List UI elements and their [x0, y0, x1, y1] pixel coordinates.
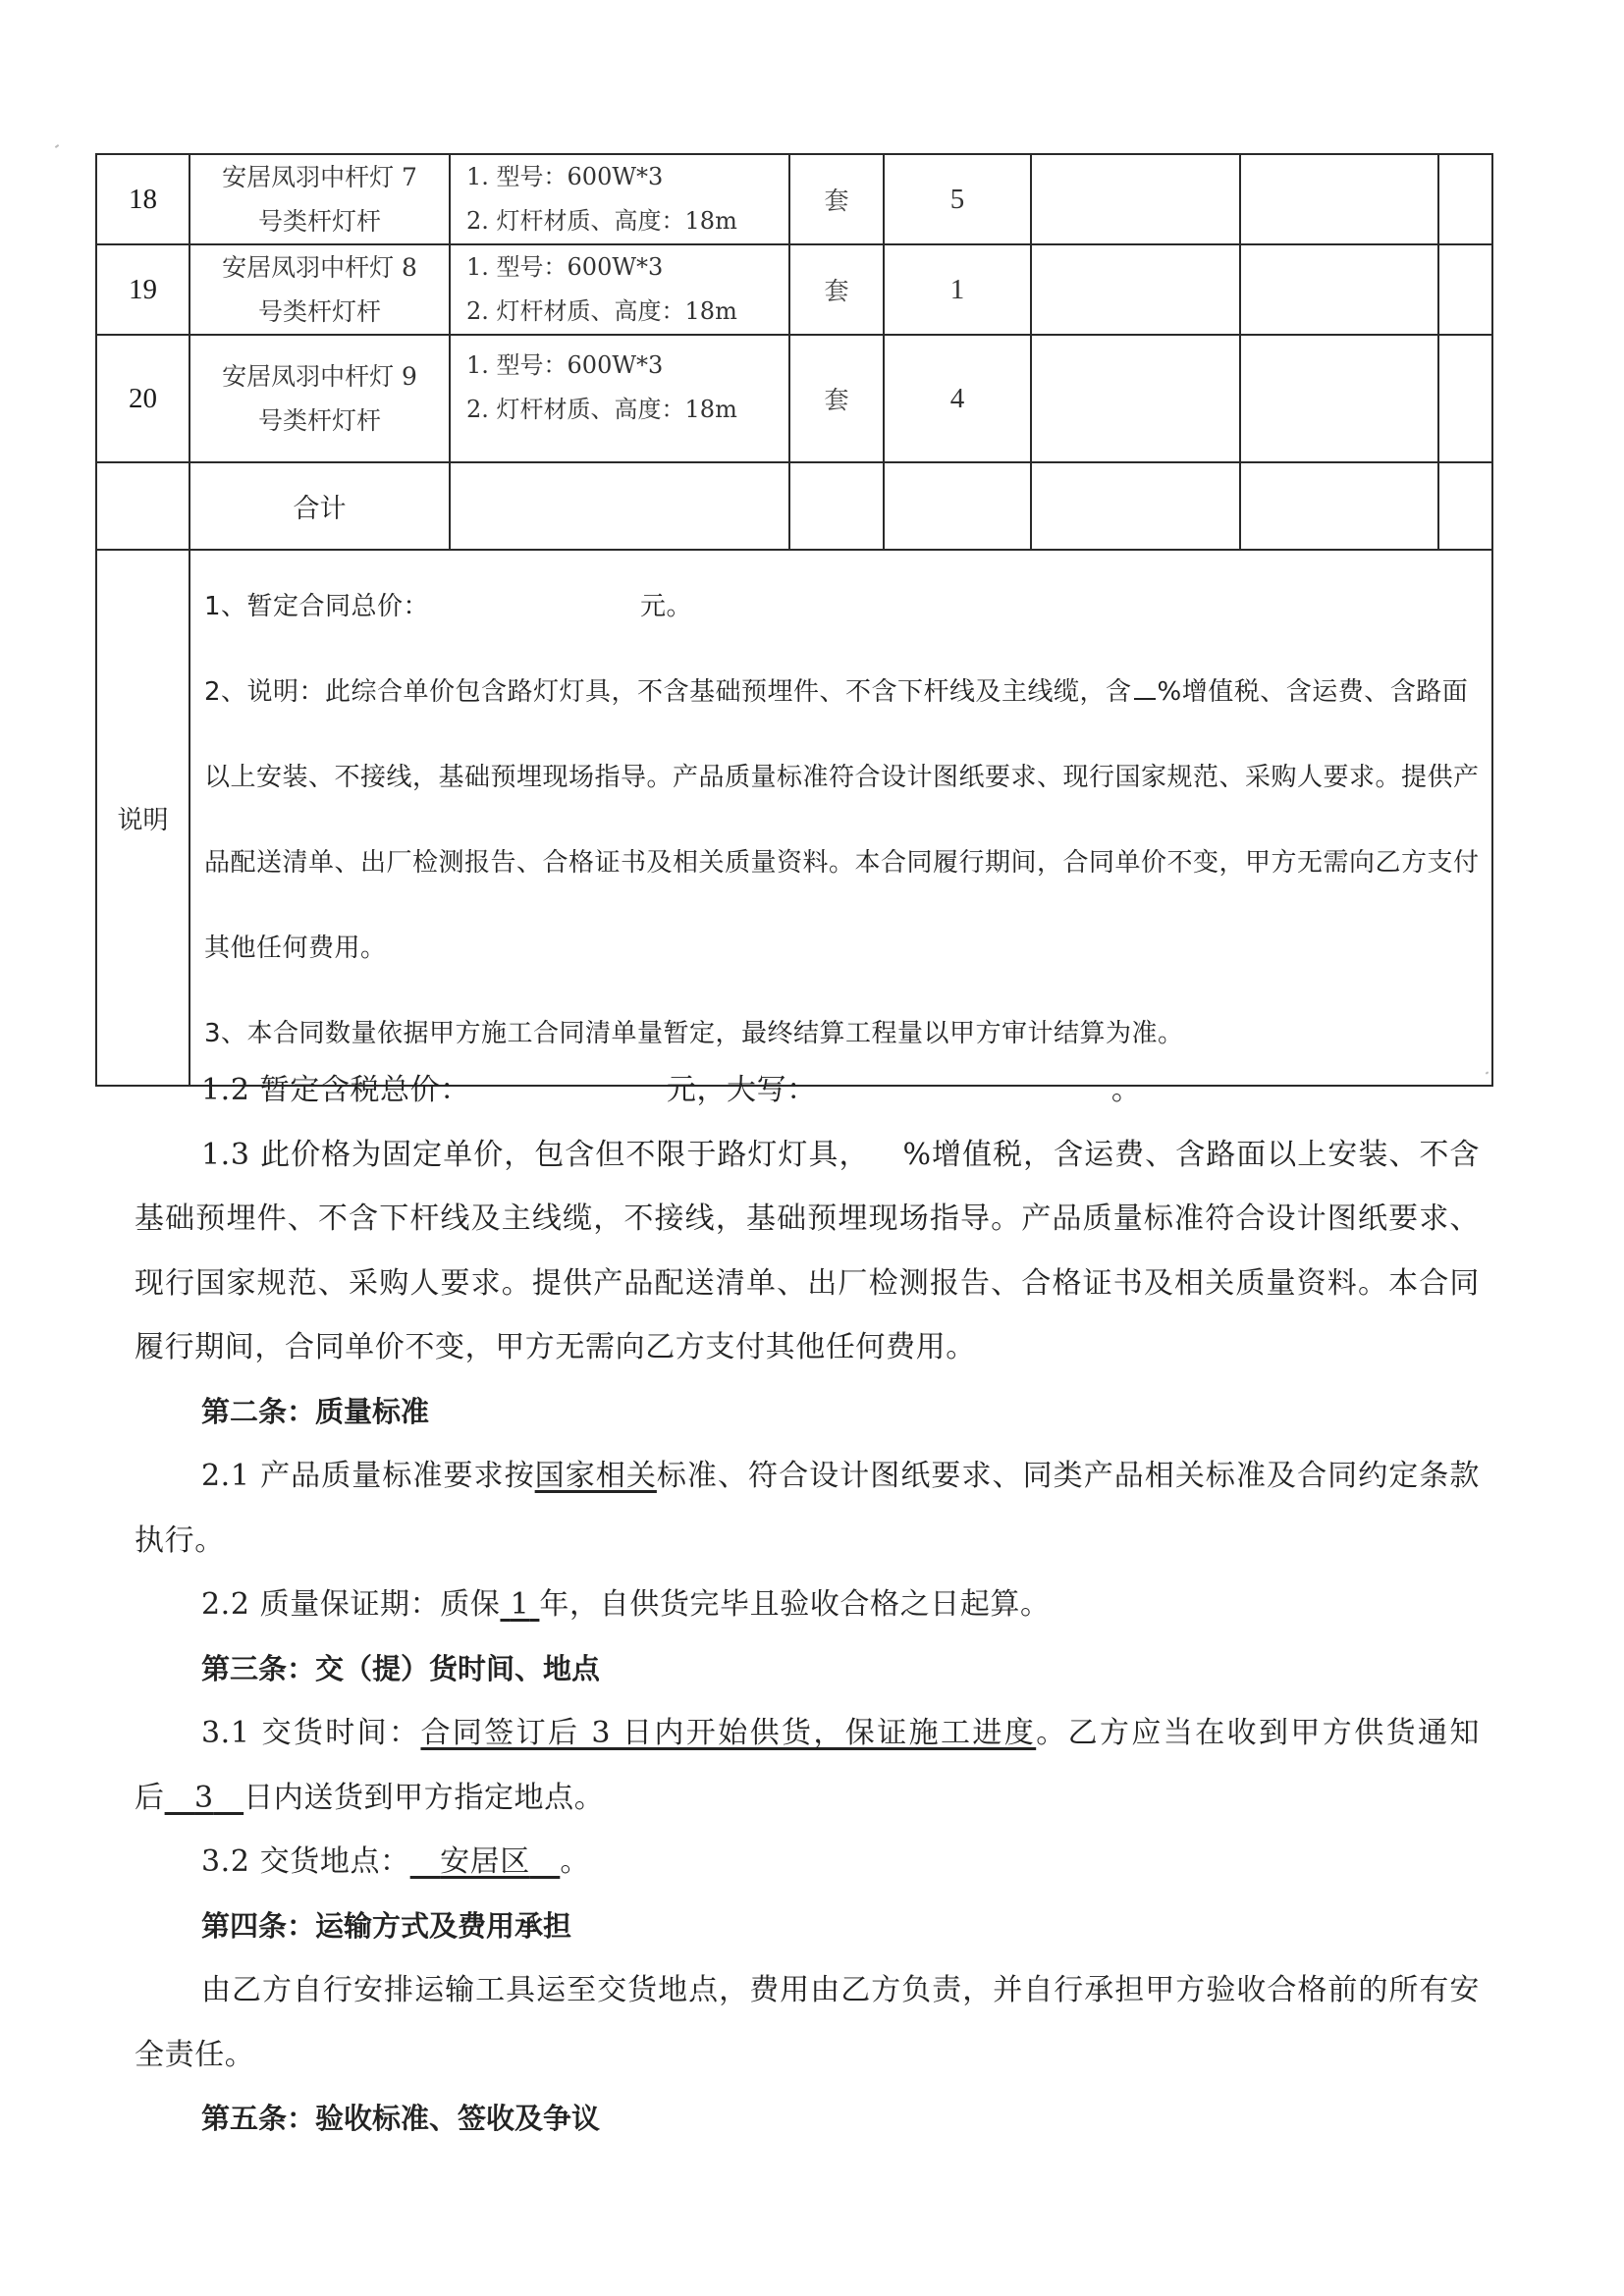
total-spec-cell [450, 462, 789, 550]
item-spec [450, 154, 789, 244]
note-item-2-part2: %增值税、含运费、含路面以上安装、不接线，基础预埋现场指导。产品质量标准符合设计图纸要求、现行国家规范、采购人要求。提供产品配送清单、出厂检测报告、合格证书及相关质量资料。本合同履行期间，合同单价不变，甲方无需向乙方支付其他任何费用。 [204, 677, 1480, 963]
spec-line1: 1. 型号：600W*3 [466, 163, 664, 190]
notes-content [189, 550, 1492, 1086]
clause-1-3-part1: 1.3 此价格为固定单价，包含但不限于路灯灯具， [201, 1137, 870, 1172]
spec-line2: 2. 灯杆材质、高度：18m [466, 207, 737, 235]
spec-line1: 1. 型号：600W*3 [466, 253, 664, 281]
row-number: 20 [96, 335, 189, 462]
clause-1-2-label: 1.2 暂定含税总价： [201, 1073, 470, 1107]
remark-cell [1438, 244, 1492, 335]
clause-3-2-part1: 3.2 交货地点： [201, 1844, 410, 1879]
warranty-years [500, 1587, 539, 1622]
note-item-1 [204, 564, 1491, 650]
item-name-line2: 号类杆灯杆 [257, 406, 381, 435]
unit-price-cell [1031, 154, 1240, 244]
clause-2-1-part1: 2.1 产品质量标准要求按 [201, 1459, 535, 1493]
note-item-1-prefix: 1、暂定合同总价： [204, 592, 430, 621]
spec-line2: 2. 灯杆材质、高度：18m [466, 297, 737, 325]
price-list-table [95, 153, 1493, 1087]
amount-cell [1240, 154, 1438, 244]
clause-3-1 [135, 1701, 1480, 1830]
delivery-days-value: 3 [194, 1780, 214, 1815]
unit-price-cell [1031, 335, 1240, 462]
item-name [189, 154, 450, 244]
item-name-line2: 号类杆灯杆 [257, 297, 381, 326]
article-2-title: 第二条：质量标准 [201, 1394, 430, 1428]
clause-3-1-part1: 3.1 交货时间： [201, 1716, 421, 1750]
clause-1-2-end: 。 [1110, 1073, 1142, 1107]
row-number: 19 [96, 244, 189, 335]
article-4-title: 第四条：运输方式及费用承担 [201, 1908, 572, 1943]
scan-speck [55, 144, 59, 148]
clause-3-2-end: 。 [560, 1844, 590, 1879]
vat-rate-blank [1134, 697, 1156, 700]
clause-3-1-underlined: 合同签订后 3 日内开始供货，保证施工进度 [420, 1716, 1037, 1750]
clause-3-1-part3: 日内送货到甲方指定地点。 [244, 1780, 605, 1815]
notes-label: 说明 [96, 550, 189, 1086]
item-spec [450, 335, 789, 462]
amount-cell [1240, 244, 1438, 335]
table-row [96, 335, 1492, 462]
clause-2-2-part1: 2.2 质量保证期：质保 [201, 1587, 501, 1622]
item-name-line1: 安居凤羽中杆灯 9 [222, 362, 417, 391]
note-item-2-part1: 2、说明：此综合单价包含路灯灯具，不含基础预埋件、不含下杆线及主线缆，含 [204, 677, 1132, 707]
spec-line2: 2. 灯杆材质、高度：18m [466, 396, 737, 423]
item-name-line2: 号类杆灯杆 [257, 207, 381, 236]
clause-1-2 [135, 1058, 1480, 1123]
total-remark-cell [1438, 462, 1492, 550]
clause-3-2 [135, 1830, 1480, 1895]
total-amount-cell [1240, 462, 1438, 550]
total-row [96, 462, 1492, 550]
article-5-title: 第五条：验收标准、签收及争议 [201, 2102, 601, 2135]
item-name [189, 244, 450, 335]
clause-2-1 [135, 1444, 1480, 1573]
item-unit: 套 [789, 154, 884, 244]
clause-1-2-mid: 元，大写： [666, 1073, 817, 1107]
amount-cell [1240, 335, 1438, 462]
contract-body [135, 1058, 1480, 2152]
remark-cell [1438, 154, 1492, 244]
item-quantity: 1 [884, 244, 1031, 335]
total-label: 合计 [189, 462, 450, 550]
unit-price-cell [1031, 244, 1240, 335]
item-unit: 套 [789, 335, 884, 462]
item-name [189, 335, 450, 462]
note-item-2 [204, 650, 1491, 991]
spec-line1: 1. 型号：600W*3 [466, 351, 664, 379]
article-3-title: 第三条：交（提）货时间、地点 [201, 1651, 601, 1685]
remark-cell [1438, 335, 1492, 462]
delivery-place [410, 1844, 561, 1879]
clause-2-1-part2: 标准、符合设计图纸要求、同类产品相关标准及合同约定条款执行。 [135, 1459, 1480, 1558]
delivery-days [165, 1781, 244, 1815]
note-item-1-suffix: 元。 [640, 592, 693, 621]
table-row [96, 154, 1492, 244]
table-row [96, 244, 1492, 335]
notes-row [96, 550, 1492, 1086]
total-unit-cell [789, 462, 884, 550]
note-item-3: 3、本合同数量依据甲方施工合同清单量暂定，最终结算工程量以甲方审计结算为准。 [204, 1019, 1184, 1048]
clause-2-1-underlined: 国家相关 [534, 1459, 657, 1493]
clause-2-2-part2: 年，自供货完毕且验收合格之日起算。 [539, 1587, 1051, 1622]
clause-2-2 [135, 1573, 1480, 1637]
delivery-place-value: 安居区 [440, 1844, 530, 1879]
warranty-years-value: 1 [510, 1587, 530, 1622]
item-quantity: 5 [884, 154, 1031, 244]
total-row-blank [96, 462, 189, 550]
row-number: 18 [96, 154, 189, 244]
item-spec [450, 244, 789, 335]
total-qty-cell [884, 462, 1031, 550]
total-price-cell [1031, 462, 1240, 550]
clause-4: 由乙方自行安排运输工具运至交货地点，费用由乙方负责，并自行承担甲方验收合格前的所有安全责任。 [135, 1973, 1480, 2072]
item-name-line1: 安居凤羽中杆灯 7 [222, 163, 417, 191]
clause-1-3-part2: %增值税，含运费、含路面以上安装、不含基础预埋件、不含下杆线及主线缆，不接线，基础预埋现场指导。产品质量标准符合设计图纸要求、现行国家规范、采购人要求。提供产品配送清单、出厂检测报告、合格证书及相关质量资料。本合同履行期间，合同单价不变，甲方无需向乙方支付其他任何费用。 [135, 1137, 1480, 1364]
item-name-line1: 安居凤羽中杆灯 8 [222, 253, 417, 282]
clause-3-1-part2: 。乙方应当在收到甲方供货通知后 [135, 1716, 1480, 1815]
item-unit: 套 [789, 244, 884, 335]
item-quantity: 4 [884, 335, 1031, 462]
clause-1-3 [135, 1123, 1480, 1380]
